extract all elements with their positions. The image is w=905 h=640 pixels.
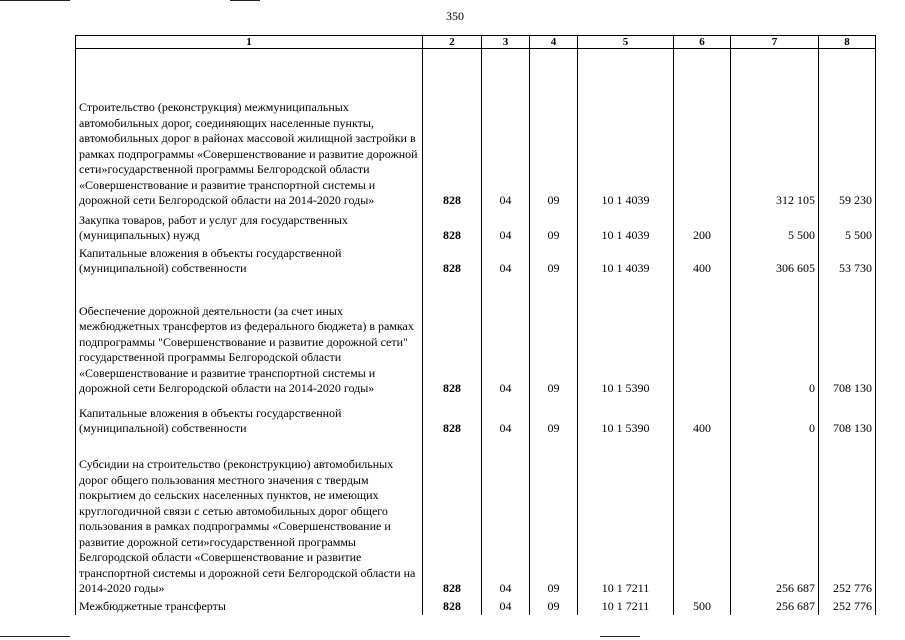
table-row [76, 397, 876, 437]
cell-section: 04 [482, 244, 530, 277]
cell-amount-7: 0 [731, 397, 819, 437]
row-description: Капитальные вложения в объекты государственной (муниципальной) собственности [76, 244, 423, 277]
header-col-2: 2 [423, 36, 482, 49]
cell-ministry-code: 828 [423, 49, 482, 209]
cell-expense-type [674, 277, 731, 397]
cell-expense-type [674, 437, 731, 597]
cell-expense-type: 400 [674, 397, 731, 437]
row-description: Межбюджетные трансферты [76, 597, 423, 615]
row-description: Обеспечение дорожной деятельности (за счет иных межбюджетных трансфертов из федерального бюджета) в рамках подпрограммы "Совершенствование и развитие дорожной сети" государственной программы Белгородской области «Совершенствование и развитие транспортной системы и дорожной сети Белгородской области на 2014-2020 годы» [76, 277, 423, 397]
cell-ministry-code: 828 [423, 277, 482, 397]
scan-edge-mark [0, 0, 70, 1]
header-col-4: 4 [530, 36, 578, 49]
cell-subsection: 09 [530, 597, 578, 615]
cell-amount-8: 252 776 [819, 597, 876, 615]
cell-expense-type: 400 [674, 244, 731, 277]
cell-ministry-code: 828 [423, 597, 482, 615]
row-description: Капитальные вложения в объекты государственной (муниципальной) собственности [76, 397, 423, 437]
cell-ministry-code: 828 [423, 244, 482, 277]
budget-table [75, 35, 876, 615]
cell-section: 04 [482, 437, 530, 597]
row-description: Субсидии на строительство (реконструкцию) автомобильных дорог общего пользования местного значения с твердым покрытием до сельских населенных пунктов, не имеющих круглогодичной связи с сетью автомобильных дорог общего пользования в рамках подпрограммы «Совершенствование и развитие дорожной сети»государственной программы Белгородской области «Совершенствование и развитие транспортной системы и дорожной сети Белгородской области на 2014-2020 годы» [76, 437, 423, 597]
cell-subsection: 09 [530, 209, 578, 244]
header-col-8: 8 [819, 36, 876, 49]
header-col-1: 1 [76, 36, 423, 49]
table-row [76, 209, 876, 244]
cell-target-article: 10 1 5390 [578, 397, 674, 437]
table-row [76, 437, 876, 597]
table-row [76, 277, 876, 397]
cell-amount-7: 306 605 [731, 244, 819, 277]
cell-amount-7: 5 500 [731, 209, 819, 244]
cell-ministry-code: 828 [423, 437, 482, 597]
cell-target-article: 10 1 4039 [578, 244, 674, 277]
row-description: Строительство (реконструкция) межмуниципальных автомобильных дорог, соединяющих населенные пункты, автомобильных дорог в районах массовой жилищной застройки в рамках подпрограммы «Совершенствование и развитие дорожной сети»государственной программы Белгородской области «Совершенствование и развитие транспортной системы и дорожной сети Белгородской области на 2014-2020 годы» [76, 49, 423, 209]
scan-edge-mark [600, 636, 640, 637]
cell-amount-7: 312 105 [731, 49, 819, 209]
cell-amount-8: 252 776 [819, 437, 876, 597]
scan-edge-mark [0, 636, 70, 637]
cell-subsection: 09 [530, 244, 578, 277]
cell-section: 04 [482, 209, 530, 244]
cell-amount-7: 0 [731, 277, 819, 397]
cell-subsection: 09 [530, 437, 578, 597]
cell-subsection: 09 [530, 397, 578, 437]
page-number: 350 [446, 9, 464, 23]
scan-edge-mark [230, 0, 260, 1]
table-row [76, 49, 876, 209]
cell-amount-7: 256 687 [731, 597, 819, 615]
table-row [76, 244, 876, 277]
header-row [76, 36, 876, 49]
cell-target-article: 10 1 4039 [578, 209, 674, 244]
cell-amount-8: 5 500 [819, 209, 876, 244]
cell-expense-type [674, 49, 731, 209]
row-description: Закупка товаров, работ и услуг для государственных (муниципальных) нужд [76, 209, 423, 244]
table-row [76, 597, 876, 615]
cell-amount-8: 59 230 [819, 49, 876, 209]
cell-amount-8: 53 730 [819, 244, 876, 277]
header-col-7: 7 [731, 36, 819, 49]
cell-subsection: 09 [530, 49, 578, 209]
cell-section: 04 [482, 597, 530, 615]
cell-target-article: 10 1 7211 [578, 437, 674, 597]
header-col-6: 6 [674, 36, 731, 49]
cell-expense-type: 200 [674, 209, 731, 244]
cell-amount-8: 708 130 [819, 277, 876, 397]
cell-amount-7: 256 687 [731, 437, 819, 597]
cell-amount-8: 708 130 [819, 397, 876, 437]
cell-target-article: 10 1 5390 [578, 277, 674, 397]
header-col-5: 5 [578, 36, 674, 49]
cell-section: 04 [482, 49, 530, 209]
header-col-3: 3 [482, 36, 530, 49]
cell-target-article: 10 1 7211 [578, 597, 674, 615]
cell-subsection: 09 [530, 277, 578, 397]
cell-ministry-code: 828 [423, 209, 482, 244]
cell-target-article: 10 1 4039 [578, 49, 674, 209]
cell-section: 04 [482, 397, 530, 437]
cell-ministry-code: 828 [423, 397, 482, 437]
cell-expense-type: 500 [674, 597, 731, 615]
cell-section: 04 [482, 277, 530, 397]
